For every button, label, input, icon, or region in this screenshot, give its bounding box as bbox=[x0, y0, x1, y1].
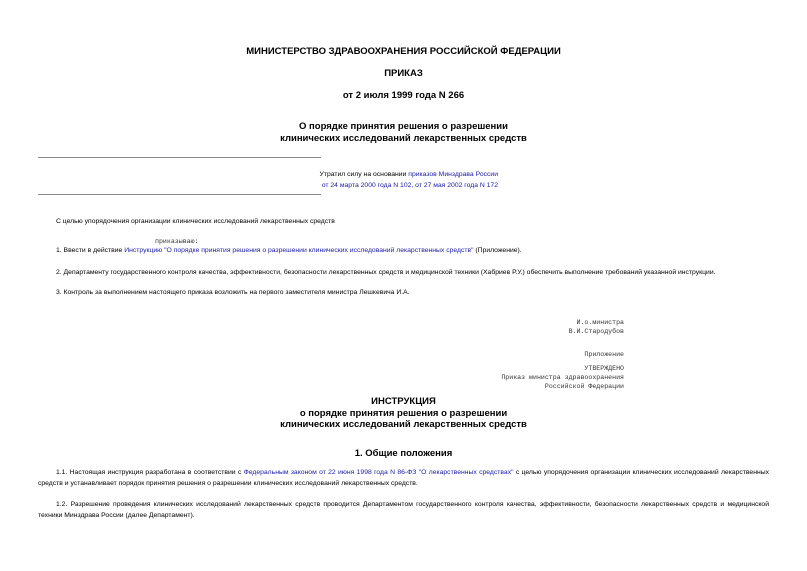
paragraph-1-1 bbox=[38, 467, 769, 489]
doc-title-line2: клинических исследований лекарственных средств bbox=[280, 133, 527, 144]
order-item-1-suffix: (Приложение). bbox=[473, 247, 522, 254]
instruction-heading: ИНСТРУКЦИЯ bbox=[371, 396, 436, 407]
order-item-3: 3. Контроль за выполнением настоящего приказа возложить на первого заместителя министра Лешкевича И.А. bbox=[56, 289, 410, 296]
order-item-1 bbox=[56, 246, 522, 255]
signature-title: И.о.министра bbox=[576, 319, 624, 326]
instruction-link[interactable]: Инструкцию "О порядке принятия решения о разрешении клинических исследований лекарственных средств" bbox=[124, 247, 474, 254]
instruction-title-line2: о порядке принятия решения о разрешении bbox=[299, 408, 508, 419]
repeal-notice-link-dates[interactable]: от 24 марта 2000 года N 102, от 27 мая 2002 года N 172 bbox=[321, 182, 498, 189]
doc-date: от 2 июля 1999 года N 266 bbox=[342, 90, 465, 101]
bottom-divider bbox=[38, 194, 321, 195]
paragraph-1-1-prefix: 1.1. Настоящая инструкция разработана в соответствии с bbox=[56, 469, 244, 476]
approved-by-country: Российской Федерации bbox=[544, 383, 624, 390]
doc-type-heading: ПРИКАЗ bbox=[384, 68, 423, 79]
repeal-notice-prefix: Утратил силу на основании bbox=[319, 171, 409, 178]
paragraph-1-1-suffix: с целью упорядочения организации клинических исследований лекарственных средств и устанавливает порядок принятия решения о разрешении клинических исследований лекарственных средств. bbox=[38, 469, 769, 487]
approved-by-order: Приказ министра здравоохранения bbox=[501, 374, 624, 381]
section-heading: 1. Общие положения bbox=[354, 448, 453, 459]
signature-name: В.И.Стародубов bbox=[568, 328, 624, 335]
ministry-heading: МИНИСТЕРСТВО ЗДРАВООХРАНЕНИЯ РОССИЙСКОЙ ФЕДЕРАЦИИ bbox=[246, 46, 561, 57]
top-divider bbox=[38, 157, 321, 158]
federal-law-link[interactable]: Федеральным законом от 22 июня 1998 года N 86-ФЗ "О лекарственных средствах" bbox=[243, 469, 514, 476]
order-item-1-prefix: 1. Ввести в действие bbox=[56, 247, 125, 254]
repeal-notice-link[interactable]: приказов Минздрава России bbox=[408, 171, 498, 178]
doc-title-line1: О порядке принятия решения о разрешении bbox=[299, 121, 508, 132]
approved-label: УТВЕРЖДЕНО bbox=[584, 365, 624, 372]
preamble-text: С целью упорядочения организации клинических исследований лекарственных средств bbox=[56, 218, 335, 225]
appendix-label: Приложение bbox=[584, 351, 624, 358]
instruction-title-line3: клинических исследований лекарственных средств bbox=[280, 419, 527, 430]
paragraph-1-2 bbox=[38, 499, 769, 521]
order-word: приказываю: bbox=[155, 238, 199, 245]
paragraph-1-2-text: 1.2. Разрешение проведения клинических исследований лекарственных средств проводится Департаментом государственного контроля качества, эффективности, безопасности лекарственных средств и медицинской техники Минздрава России (далее Департамент). bbox=[38, 501, 769, 519]
repeal-notice-line1 bbox=[38, 170, 498, 179]
order-item-2: 2. Департаменту государственного контроля качества, эффективности, безопасности лекарственных средств и медицинской техники (Хабриев Р.У.) обеспечить выполнение требований указанной инструкции. bbox=[56, 269, 716, 276]
